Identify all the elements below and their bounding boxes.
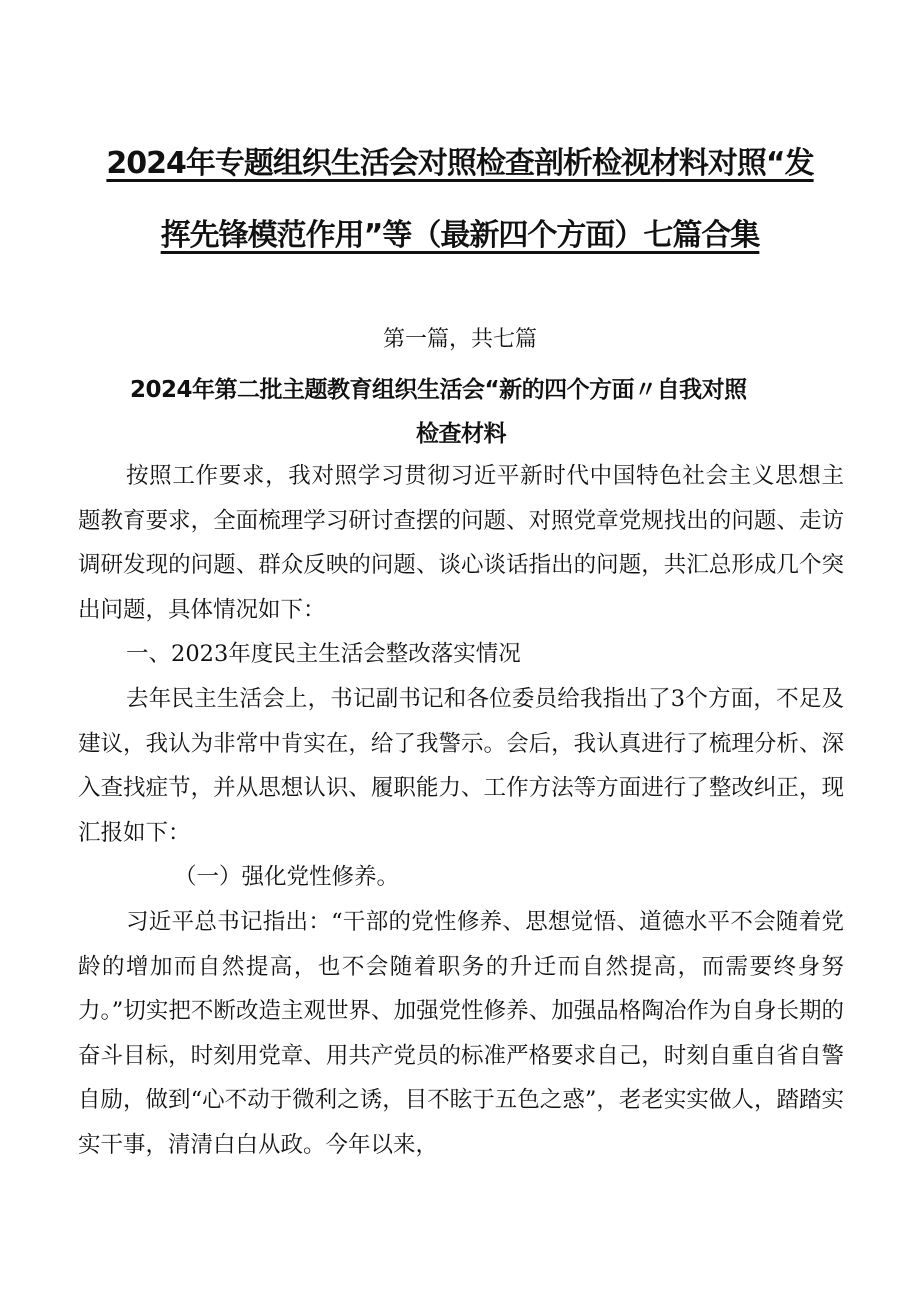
- title-line-2: 挥先锋模范作用”等（最新四个方面）七篇合集: [160, 218, 760, 253]
- paragraph-quote: 习近平总书记指出：“干部的党性修养、思想觉悟、道德水平不会随着党龄的增加而自然提高，也不会随着职务的升迁而自然提高，而需要终身努力。”切实把不断改造主观世界、加强党性修养、加强品格陶冶作为自身长期的奋斗目标，时刻用党章、用共产党员的标准严格要求自己，时刻自重自省自警自励，做到“心不动于微利之诱，目不眩于五色之惑”，老老实实做人，踏踏实实干事，清清白白从政。今年以来，: [78, 908, 844, 1158]
- paragraph-review: 去年民主生活会上，书记副书记和各位委员给我指出了3个方面，不足及建议，我认为非常中肯实在，给了我警示。会后，我认真进行了梳理分析、深入查找症节，并从思想认识、履职能力、工作方法等方面进行了整改纠正，现汇报如下：: [78, 685, 844, 846]
- section-heading-1: 一、2023年度民主生活会整改落实情况: [126, 641, 521, 668]
- document-body: [78, 454, 844, 1168]
- title-line-1: 2024年专题组织生活会对照检查剖析检视材料对照“发: [106, 146, 814, 181]
- document-title: [60, 128, 860, 272]
- paragraph-intro: 按照工作要求，我对照学习贯彻习近平新时代中国特色社会主义思想主题教育要求，全面梳理学习研讨查摆的问题、对照党章党规找出的问题、走访调研发现的问题、群众反映的问题、谈心谈话指出的问题，共汇总形成几个突出问题，具体情况如下：: [78, 463, 844, 623]
- subsection-heading-1: （一）强化党性修养。: [174, 864, 400, 891]
- subtitle-line-2: 检查材料: [416, 421, 506, 447]
- subtitle-line-1: 2024年第二批主题教育组织生活会“新的四个方面〃自我对照: [130, 377, 747, 403]
- section-subtitle: [78, 368, 844, 456]
- part-label: 第一篇，共七篇: [382, 327, 537, 352]
